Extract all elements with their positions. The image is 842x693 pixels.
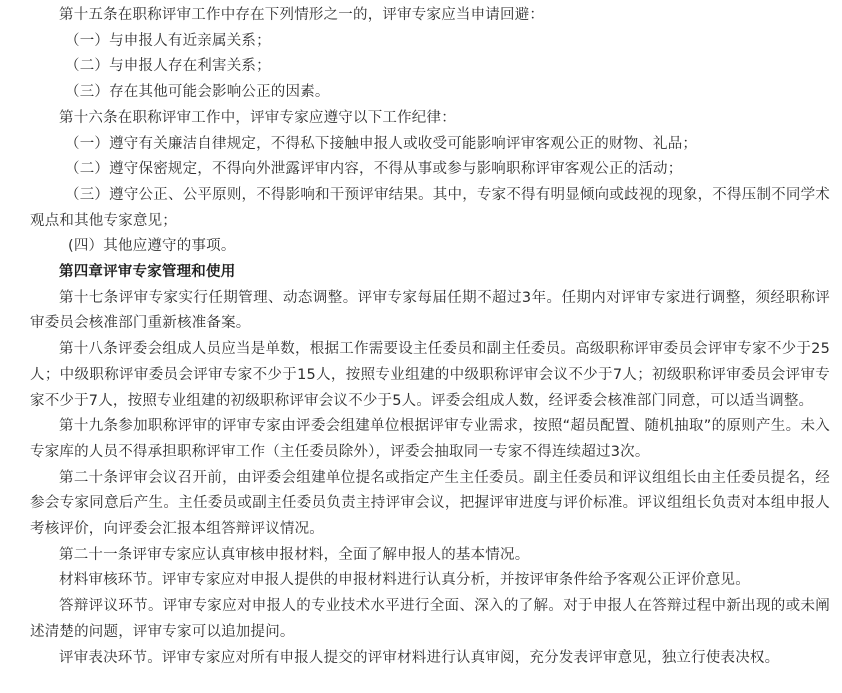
list-item: （一）遵守有关廉洁自律规定，不得私下接触申报人或收受可能影响评审客观公正的财物、礼品； [65,135,698,152]
paragraph: 第十九条参加职称评审的评审专家由评委会组建单位根据评审专业需求，按照“超员配置、随机抽取”的原则产生。未入专家库的人员不得承担职称评审工作（主任委员除外），评委会抽取同一专家不得连续超过3次。 [30,418,830,460]
paragraph: 第二十条评审会议召开前，由评委会组建单位提名或指定产生主任委员。副主任委员和评议组组长由主任委员提名，经参会专家同意后产生。主任委员或副主任委员负责主持评审会议，把握评审进度与评价标准。评议组组长负责对本组申报人考核评价，向评委会汇报本组答辩评议情况。 [30,469,830,538]
paragraph: 第十七条评审专家实行任期管理、动态调整。评审专家每届任期不超过3年。任期内对评审专家进行调整，须经职称评审委员会核准部门重新核准备案。 [30,289,830,332]
paragraph: 材料审核环节。评审专家应对申报人提供的申报材料进行认真分析，并按评审条件给予客观公正评价意见。 [59,572,750,589]
list-item: （二）与申报人存在利害关系； [65,58,271,75]
list-item: （一）与申报人有近亲属关系； [65,32,271,49]
paragraph: 第十八条评委会组成人员应当是单数，根据工作需要设主任委员和副主任委员。高级职称评审委员会评审专家不少于25人；中级职称评审委员会评审专家不少于15人，按照专业组建的中级职称评审会议不少于7人；初级职称评审委员会评审专家不少于7人，按照专业组建的初级职称评审会议不少于5人。评委会组成人数，经评委会核准部门同意，可以适当调整。 [30,341,830,409]
list-item: （三）存在其他可能会影响公正的因素。 [65,84,330,101]
list-item: （三）遵守公正、公平原则，不得影响和干预评审结果。其中，专家不得有明显倾向或歧视的现象，不得压制不同学术观点和其他专家意见； [30,186,830,229]
paragraph: 第十五条在职称评审工作中存在下列情形之一的，评审专家应当申请回避： [59,7,545,23]
paragraph: 答辩评议环节。评审专家应对申报人的专业技术水平进行全面、深入的了解。对于申报人在答辩过程中新出现的或未阐述清楚的问题，评审专家可以追加提问。 [30,598,830,640]
paragraph: 第二十一条评审专家应认真审核申报材料，全面了解申报人的基本情况。 [59,546,530,563]
list-item: （二）遵守保密规定，不得向外泄露评审内容，不得从事或参与影响职称评审客观公正的活动； [65,161,683,178]
list-item: (四）其他应遵守的事项。 [68,238,236,255]
document-body [30,3,830,671]
paragraph: 评审表决环节。评审专家应对所有申报人提交的评审材料进行认真审阅，充分发表评审意见，独立行使表决权。 [59,649,780,666]
chapter-heading: 第四章评审专家管理和使用 [59,264,236,281]
paragraph: 第十六条在职称评审工作中，评审专家应遵守以下工作纪律： [59,109,456,126]
